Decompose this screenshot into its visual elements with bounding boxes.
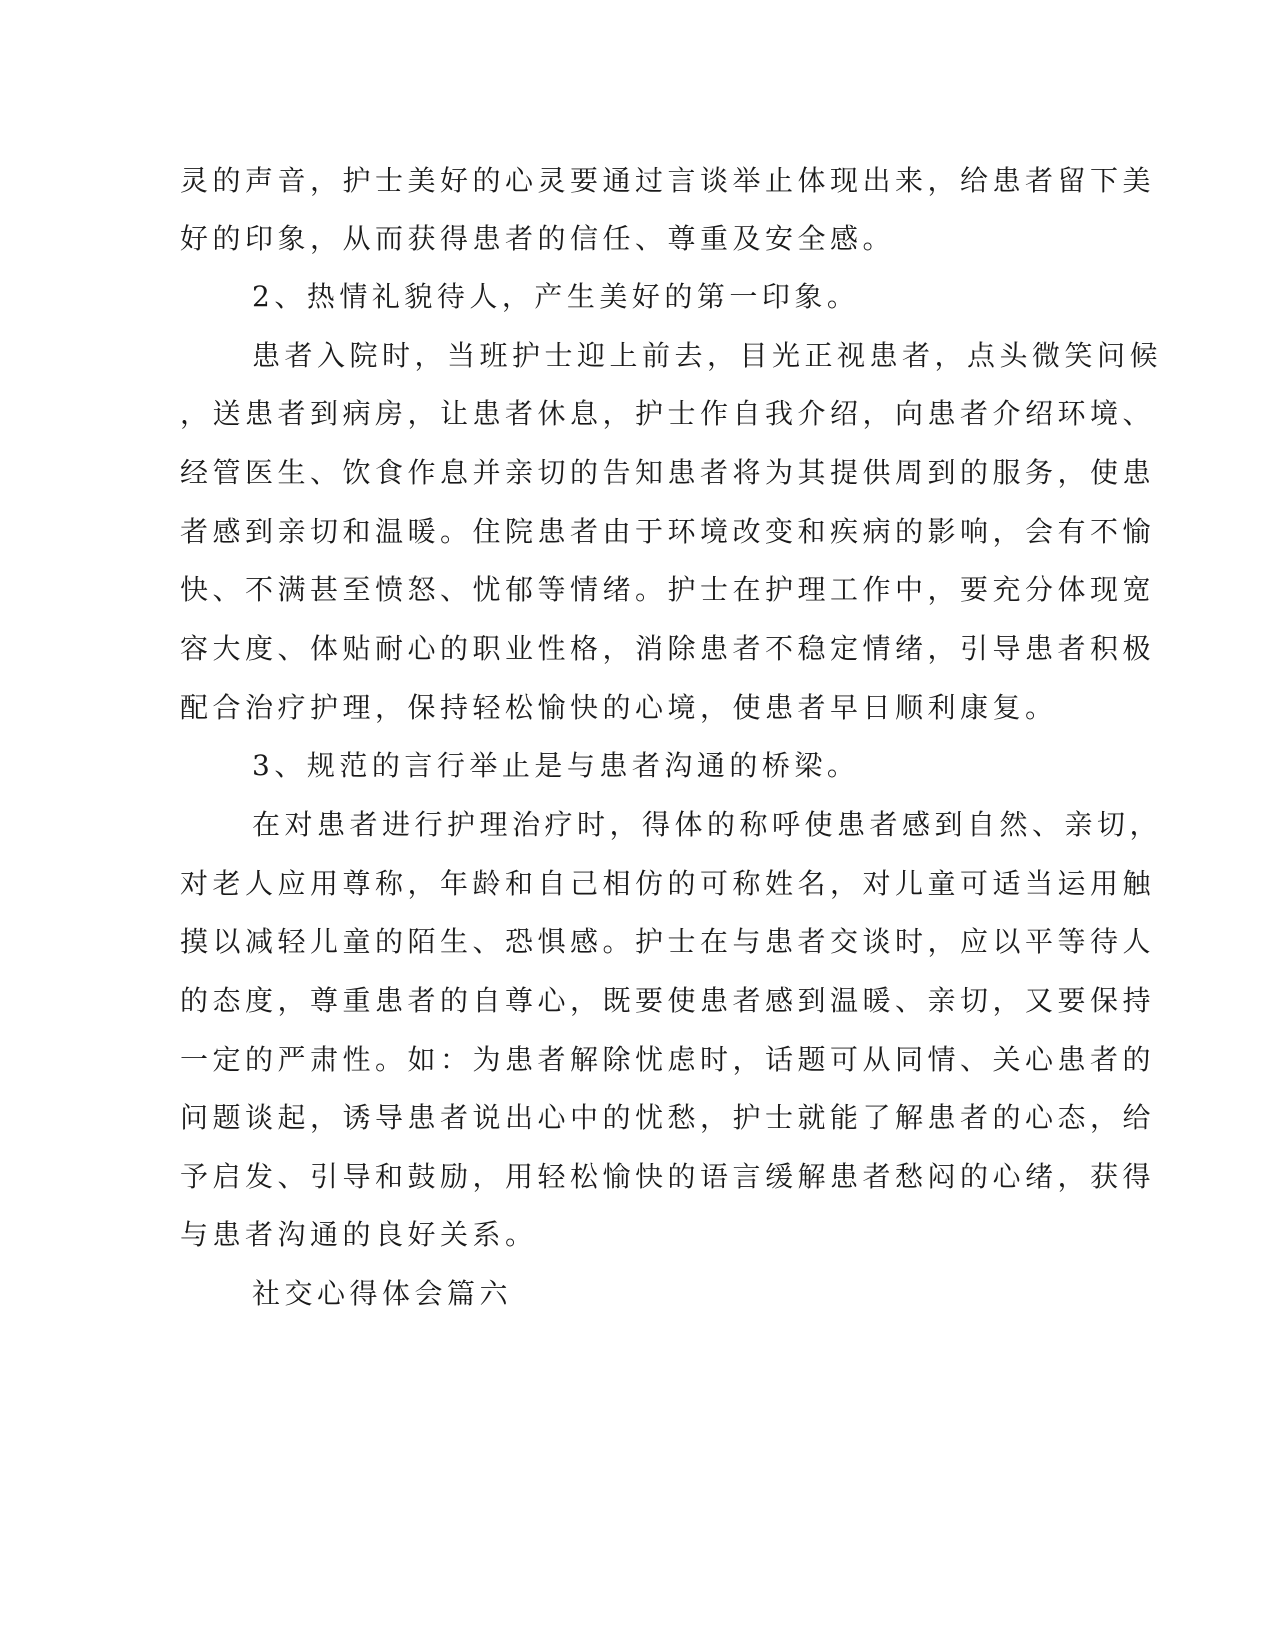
section-heading: 3、规范的言行举止是与患者沟通的桥梁。 xyxy=(252,749,860,782)
paragraph-line: 者感到亲切和温暖。住院患者由于环境改变和疾病的影响，会有不愉 xyxy=(180,515,1156,548)
paragraph-line: 一定的严肃性。如：为患者解除忧虑时，话题可从同情、关心患者的 xyxy=(180,1043,1156,1076)
paragraph-line: 在对患者进行护理治疗时，得体的称呼使患者感到自然、亲切， xyxy=(252,808,1163,841)
section-title: 社交心得体会篇六 xyxy=(252,1277,513,1310)
paragraph-line: 患者入院时，当班护士迎上前去，目光正视患者，点头微笑问候 xyxy=(252,339,1163,372)
section-heading: 2、热情礼貌待人，产生美好的第一印象。 xyxy=(252,280,860,313)
paragraph-line: 好的印象，从而获得患者的信任、尊重及安全感。 xyxy=(180,222,896,255)
paragraph-line: 予启发、引导和鼓励，用轻松愉快的语言缓解患者愁闷的心绪，获得 xyxy=(180,1160,1156,1193)
paragraph-line: 问题谈起，诱导患者说出心中的忧愁，护士就能了解患者的心态，给 xyxy=(180,1101,1156,1134)
paragraph-line: 灵的声音，护士美好的心灵要通过言谈举止体现出来，给患者留下美 xyxy=(180,164,1156,197)
paragraph-line: 容大度、体贴耐心的职业性格，消除患者不稳定情绪，引导患者积极 xyxy=(180,632,1156,665)
paragraph-line: 配合治疗护理，保持轻松愉快的心境，使患者早日顺利康复。 xyxy=(180,691,1058,724)
paragraph-line: 经管医生、饮食作息并亲切的告知患者将为其提供周到的服务，使患 xyxy=(180,456,1156,489)
paragraph-line: 对老人应用尊称，年龄和自己相仿的可称姓名，对儿童可适当运用触 xyxy=(180,867,1156,900)
paragraph-line: 的态度，尊重患者的自尊心，既要使患者感到温暖、亲切，又要保持 xyxy=(180,984,1156,1017)
paragraph-line: 摸以减轻儿童的陌生、恐惧感。护士在与患者交谈时，应以平等待人 xyxy=(180,925,1156,958)
paragraph-line: ，送患者到病房，让患者休息，护士作自我介绍，向患者介绍环境、 xyxy=(180,397,1156,430)
paragraph-line: 快、不满甚至愤怒、忧郁等情绪。护士在护理工作中，要充分体现宽 xyxy=(180,573,1156,606)
paragraph-line: 与患者沟通的良好关系。 xyxy=(180,1218,538,1251)
